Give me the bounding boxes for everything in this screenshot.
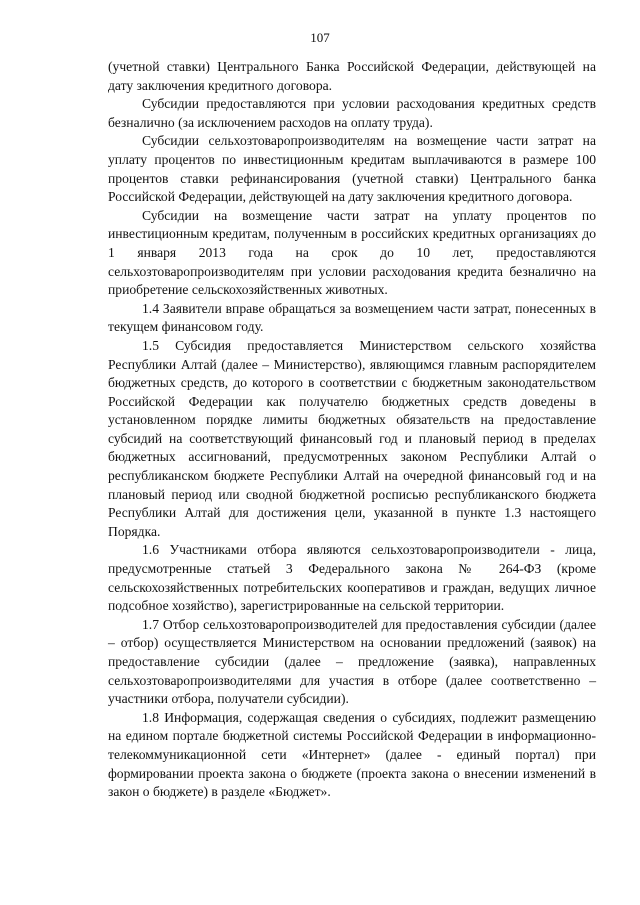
paragraph-subsidy-condition: Субсидии предоставляются при условии расходования кредитных средств безналично (за исключением расходов на оплату труда). xyxy=(108,96,596,130)
document-body xyxy=(108,58,596,802)
paragraph-continuation: (учетной ставки) Центрального Банка Российской Федерации, действующей на дату заключения кредитного договора. xyxy=(108,59,596,93)
paragraph-investment-credits: Субсидии сельхозтоваропроизводителям на возмещение части затрат на уплату процентов по инвестиционным кредитам выплачиваются в размере 100 процентов ставки рефинансирования (учетной ставки) Центрального банка Российской Федерации, действующей на дату заключения кредитного договора. xyxy=(108,133,596,205)
paragraph-1-7: 1.7 Отбор сельхозтоваропроизводителей для предоставления субсидии (далее – отбор) осуществляется Министерством на основании предложений (заявок) на предоставление субсидии (далее – предложение (заявка), направленных сельхозтоваропроизводителями для участия в отборе (далее соответственно – участники отбора, получатели субсидии). xyxy=(108,616,596,707)
paragraph-1-5: 1.5 Субсидия предоставляется Министерством сельского хозяйства Республики Алтай (далее – Министерство), являющимся главным распорядителем бюджетных средств, до которого в соответствии с бюджетным законодательством Российской Федерации как получателю бюджетных средств доведены в установленном порядке лимиты бюджетных обязательств на предоставление субсидий на соответствующий финансовый год и плановый период в пределах бюджетных ассигнований, предусмотренных законом Республики Алтай о республиканском бюджете Республики Алтай на очередной финансовый год и на плановый период или сводной бюджетной росписью республиканского бюджета Республики Алтай для достижения цели, указанной в пункте 1.3 настоящего Порядка. xyxy=(108,337,596,539)
paragraph-1-6: 1.6 Участниками отбора являются сельхозтоваропроизводители - лица, предусмотренные статьей 3 Федерального закона № 264-ФЗ (кроме сельскохозяйственных потребительских кооперативов и граждан, ведущих личное подсобное хозяйство), зарегистрированные на сельской территории. xyxy=(108,542,596,614)
paragraph-1-4: 1.4 Заявители вправе обращаться за возмещением части затрат, понесенных в текущем финансовом году. xyxy=(108,300,596,335)
paragraph-credits-before-2013: Субсидии на возмещение части затрат на уплату процентов по инвестиционным кредитам, полученным в российских кредитных организациях до 1 января 2013 года на срок до 10 лет, предоставляются сельхозтоваропроизводителям при условии расходования кредита безналично на приобретение сельскохозяйственных животных. xyxy=(108,207,596,298)
page-number: 107 xyxy=(310,30,330,45)
paragraph-1-8: 1.8 Информация, содержащая сведения о субсидиях, подлежит размещению на едином портале бюджетной системы Российской Федерации в информационно-телекоммуникационной сети «Интернет» (далее - единый портал) при формировании проекта закона о бюджете (проекта закона о внесении изменений в закон о бюджете) в разделе «Бюджет». xyxy=(108,709,596,800)
